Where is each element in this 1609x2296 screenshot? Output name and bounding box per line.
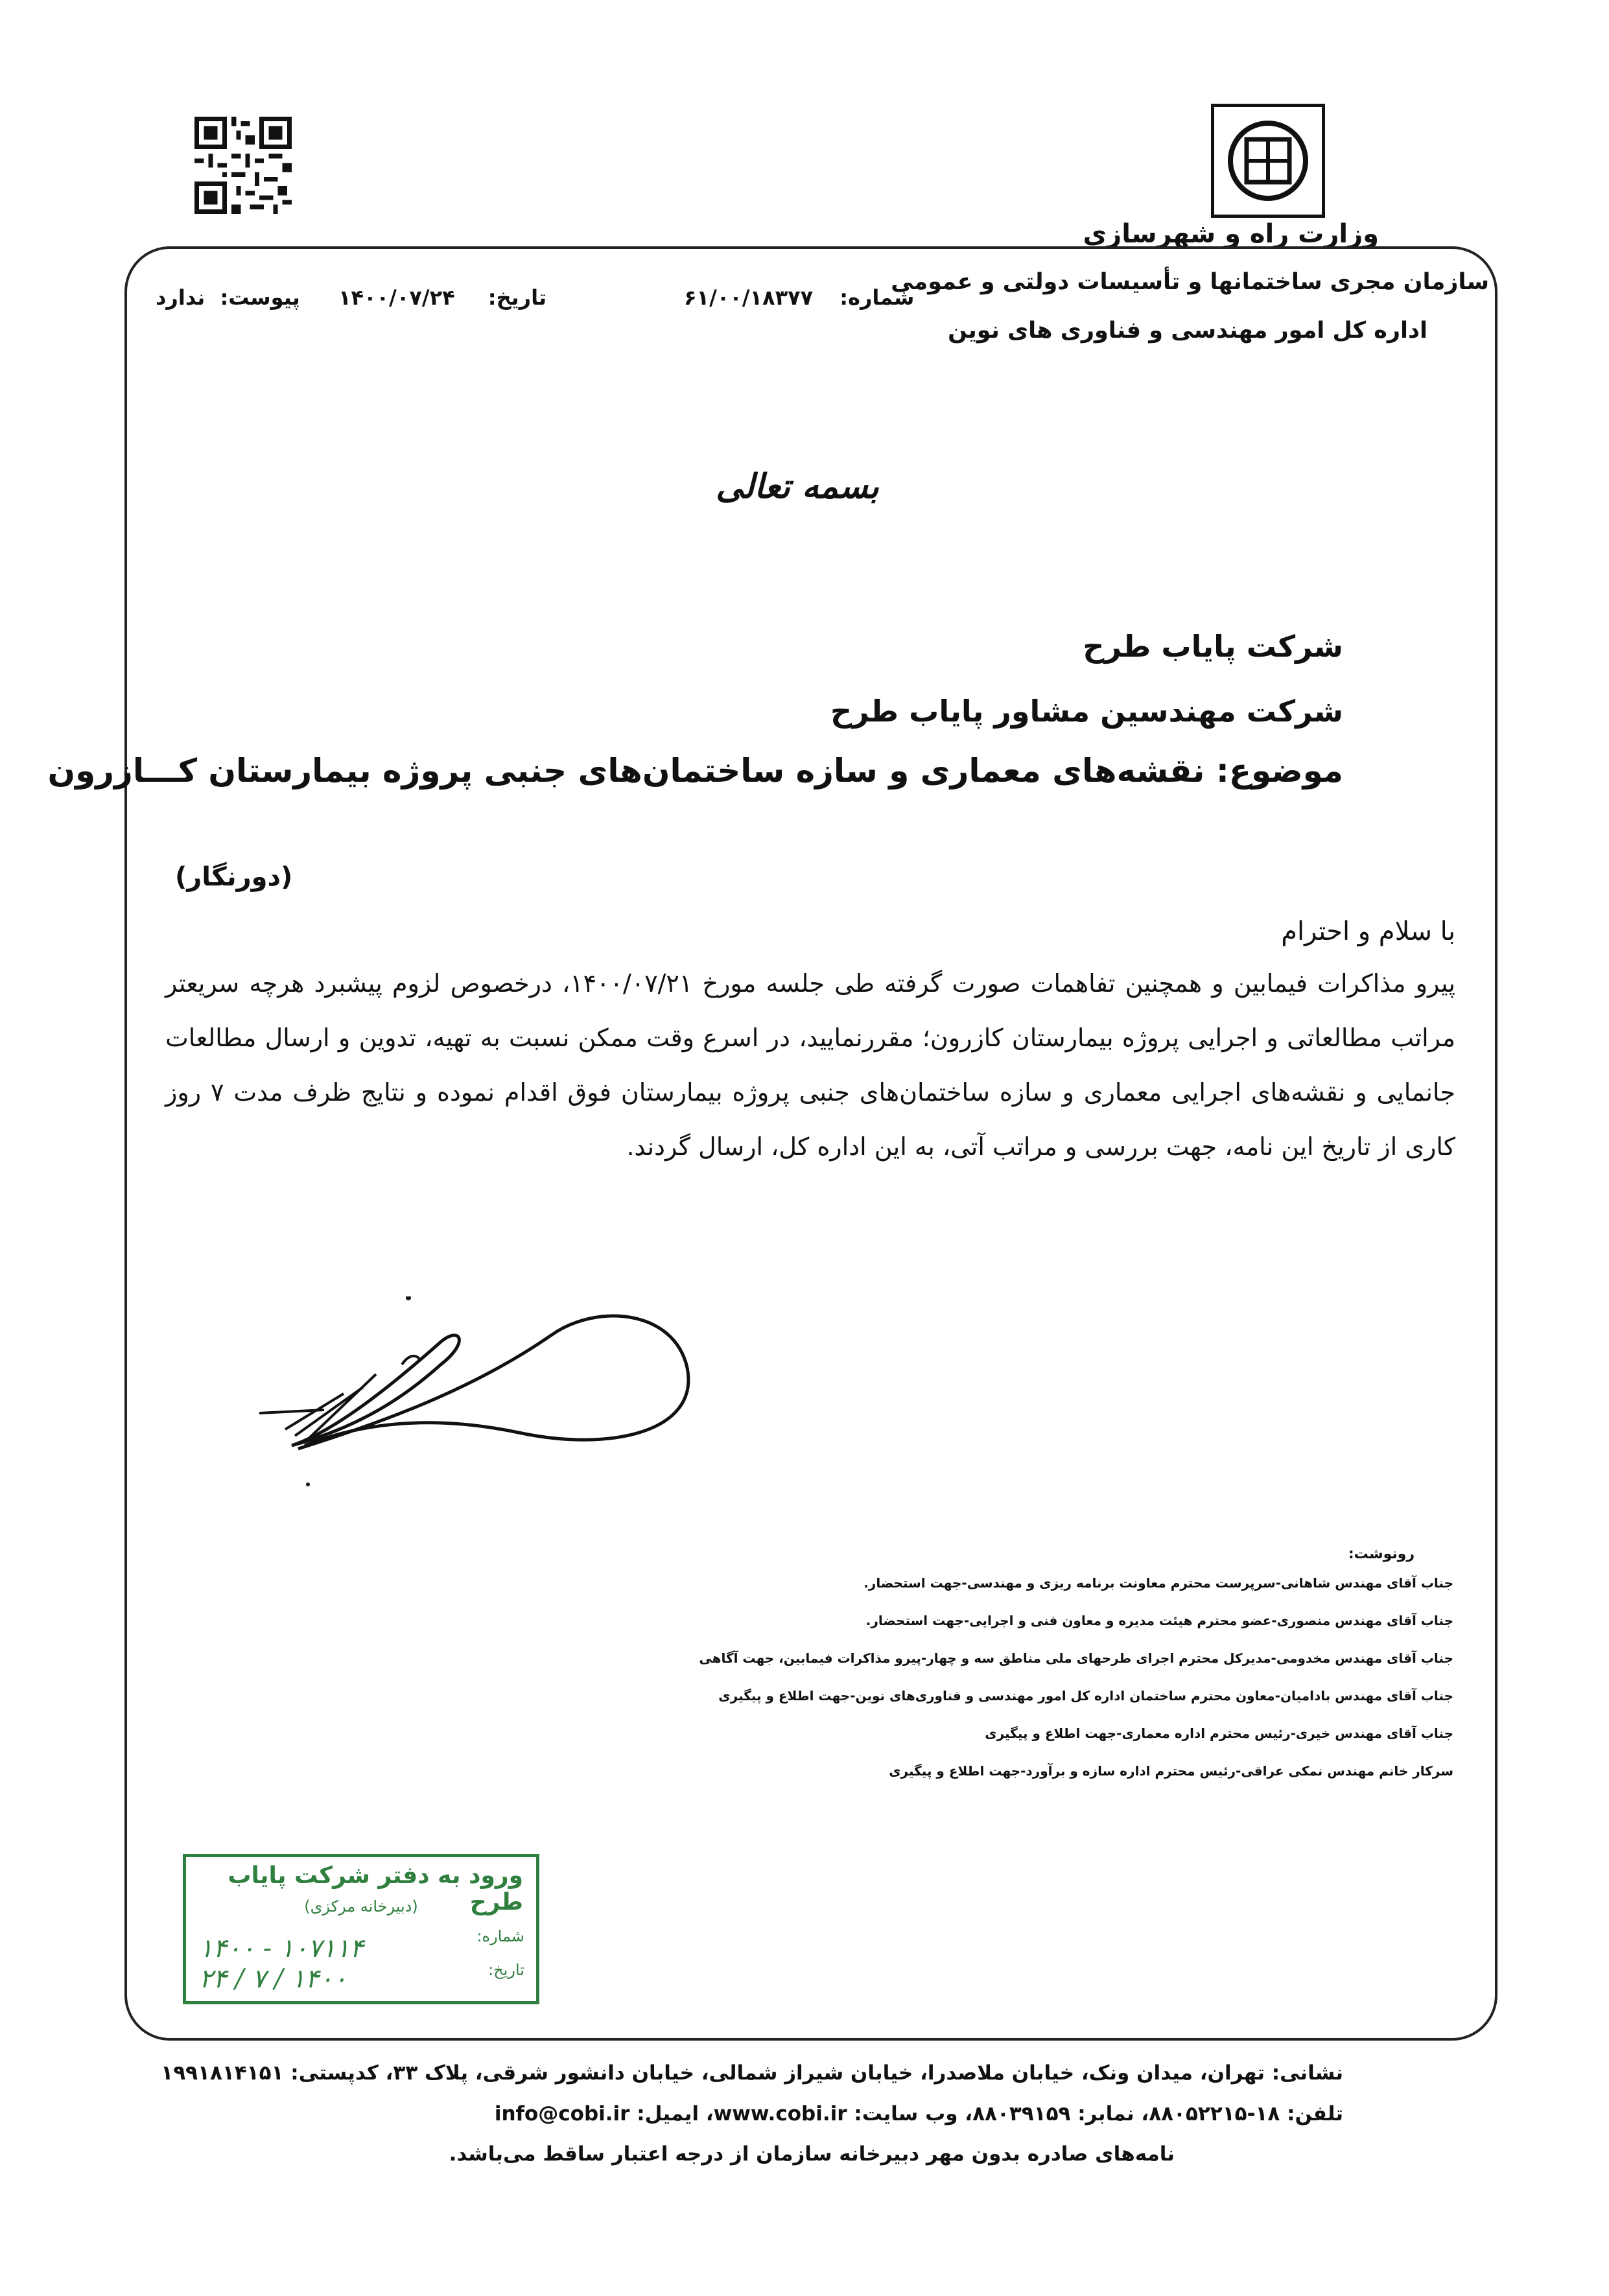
cc-item: جناب آقای مهندس شاهانی-سرپرست محترم معاونت برنامه ریزی و مهندسی-جهت استحضار.	[863, 1575, 1453, 1591]
signature	[246, 1296, 713, 1510]
subject-line: موضوع: نقشه‌های معماری و سازه ساختمان‌های جنبی پروژه بیمارستان کـــازرون	[47, 752, 1343, 790]
letter-attachment	[156, 285, 300, 310]
ministry-name: وزارت راه و شهرسازی	[1083, 219, 1379, 249]
ministry-logo	[1211, 104, 1325, 218]
cc-label: رونوشت:	[1348, 1546, 1415, 1562]
stamp-subtitle: (دبیرخانه مرکزی)	[304, 1897, 418, 1915]
recipient-line-2: شرکت مهندسین مشاور پایاب طرح	[830, 694, 1343, 729]
stamp-title: ورود به دفتر شرکت پایاب طرح	[228, 1862, 523, 1915]
date-label: تاریخ:	[487, 285, 547, 310]
cc-item: جناب آقای مهندس خیری-رئیس محترم اداره معماری-جهت اطلاع و پیگیری	[985, 1726, 1453, 1741]
letter-body: پیرو مذاکرات فیمابین و همچنین تفاهمات صورت گرفته طی جلسه مورخ ۱۴۰۰/۰۷/۲۱، درخصوص لزوم پیشبرد هرچه سریعتر مراتب مطالعاتی و اجرایی پروژه بیمارستان کازرون؛ مقررنمایید، در اسرع وقت ممکن نسبت به تهیه، تدوین و ارسال مطالعات جانمایی و نقشه‌های اجرایی معماری و سازه ساختمان‌های جنبی پروژه بیمارستان فوق اقدام نموده و نتایج ظرف مدت ۷ روز کاری از تاریخ این نامه، جهت بررسی و مراتب آتی، به این اداره کل، ارسال گردند.	[165, 969, 1455, 1161]
number-label: شماره:	[840, 285, 915, 310]
attachment-label: پیوست:	[220, 285, 300, 310]
stamp-date-value: ۱۴۰۰ / ۷ / ۲۴	[199, 1964, 347, 1994]
cc-item: جناب آقای مهندس بادامیان-معاون محترم ساختمان اداره کل امور مهندسی و فناوری‌های نوین-جهت اطلاع و پیگیری	[718, 1688, 1453, 1704]
cc-item: جناب آقای مهندس مخدومی-مدیرکل محترم اجرای طرحهای ملی مناطق سه و چهار-پیرو مذاکرات فیمابین، جهت آگاهی	[699, 1650, 1453, 1666]
basmala: بسمه تعالی	[716, 467, 879, 506]
letter-date	[338, 285, 546, 310]
stamp-date-label: تاریخ:	[488, 1961, 524, 1979]
department-name: اداره کل امور مهندسی و فناوری های نوین	[948, 318, 1427, 344]
recipient-line-1: شرکت پایاب طرح	[1083, 629, 1343, 664]
receipt-stamp	[183, 1854, 539, 2004]
letter-number	[684, 285, 914, 310]
stamp-number-value: ۱۰۷۱۱۴ - ۱۴۰۰	[199, 1934, 364, 1963]
cc-item: جناب آقای مهندس منصوری-عضو محترم هیئت مدیره و معاون فنی و اجرایی-جهت استحضار.	[865, 1613, 1453, 1628]
cc-item: سرکار خانم مهندس نمکی عراقی-رئیس محترم اداره سازه و برآورد-جهت اطلاع و پیگیری	[889, 1763, 1453, 1779]
stamp-number-label: شماره:	[476, 1927, 524, 1945]
qr-code	[194, 117, 292, 214]
footer-address: نشانی: تهران، میدان ونک، خیابان ملاصدرا، خیابان شیراز شمالی، خیابان دانشور شرقی، پلاک ۳۳، کدپستی: ۱۹۹۱۸۱۴۱۵۱	[161, 2061, 1343, 2085]
attachment-value: ندارد	[156, 285, 206, 310]
footer-contact: تلفن: ۱۸-۸۸۰۵۲۲۱۵، نمابر: ۸۸۰۳۹۱۵۹، وب سایت: www.cobi.ir، ایمیل: info@cobi.ir	[494, 2102, 1343, 2126]
number-value: ۶۱/۰۰/۱۸۳۷۷	[684, 285, 814, 310]
date-value: ۱۴۰۰/۰۷/۲۴	[338, 285, 455, 310]
greeting: با سلام و احترام	[1281, 917, 1455, 946]
footer-note: نامه‌های صادره بدون مهر دبیرخانه سازمان از درجه اعتبار ساقط می‌باشد.	[449, 2142, 1175, 2166]
fax-tag: (دورنگار)	[175, 862, 293, 892]
organization-name: سازمان مجری ساختمانها و تأسیسات دولتی و عمومی	[891, 269, 1489, 295]
